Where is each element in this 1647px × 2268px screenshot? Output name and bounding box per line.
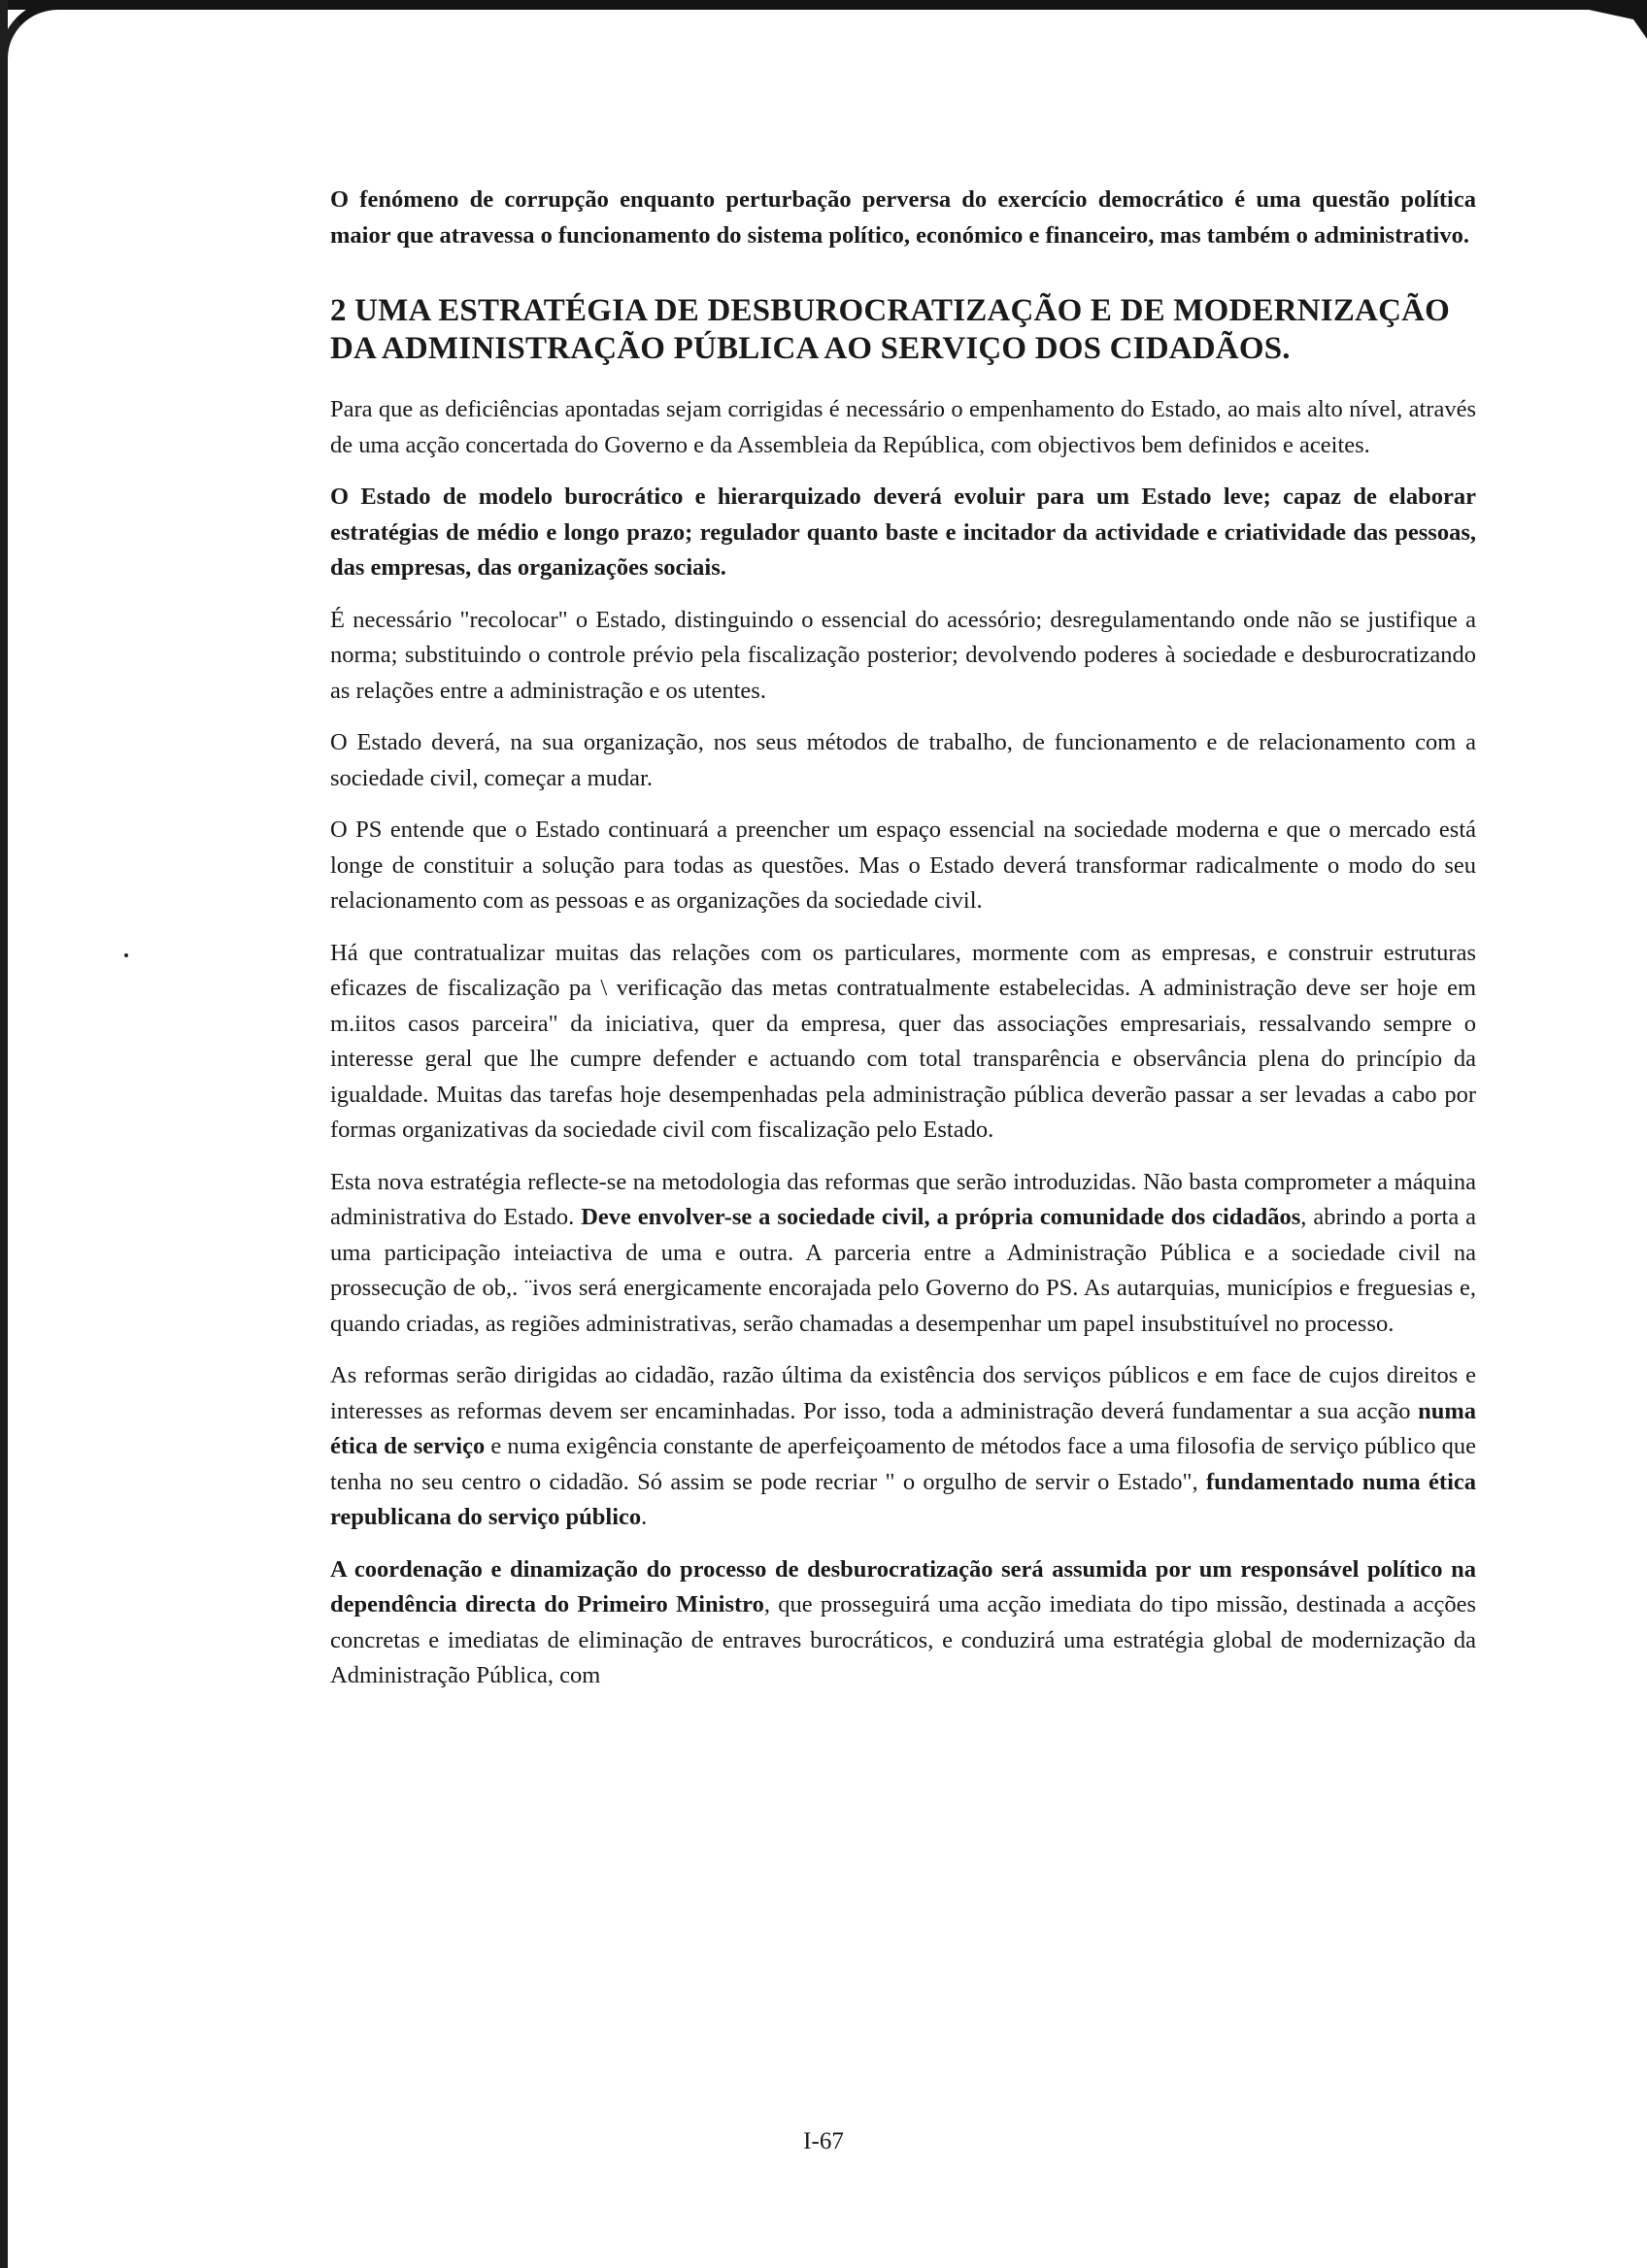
paragraph-2: O Estado de modelo burocrático e hierarquizado deverá evoluir para um Estado leve; capaz de elaborar estratégias de médio e longo prazo; regulador quanto baste e incitador da actividade e criatividade das pessoas, das empresas, das organizações sociais. xyxy=(330,484,1476,581)
paragraph-5: O PS entende que o Estado continuará a preencher um espaço essencial na sociedade moderna e que o mercado está longe de constituir a solução para todas as questões. Mas o Estado deverá transformar radicalmente o modo do seu relacionamento com as pessoas e as organizações da sociedade civil. xyxy=(330,817,1476,914)
paragraph-8-emphasis-2: fundamentado numa ética republicana do serviço público xyxy=(330,1468,1476,1530)
page-number: I-67 xyxy=(803,2128,844,2154)
paragraph-7 xyxy=(330,1165,1476,1343)
paragraph-7-text-end: , abrindo a porta a uma participação inteiactiva de uma e outra. A parceria entre a Administração Pública e a sociedade civil na prossecução de ob,. ¨ivos será energicamente encorajada pelo Governo do PS. As autarquias, municípios e freguesias e, quando criadas, as regiões administrativas, serão chamadas a desempenhar um papel insubstituível no processo. xyxy=(330,1204,1476,1337)
paragraph-8-text-end: . xyxy=(641,1504,648,1530)
paragraph-9-emphasis: A coordenação e dinamização do processo de desburocratização será assumida por um responsável político na dependência directa do Primeiro Ministro xyxy=(330,1555,1476,1618)
intro-paragraph: O fenómeno de corrupção enquanto perturbação perversa do exercício democrático é uma questão política maior que atravessa o funcionamento do sistema político, económico e financeiro, mas também o administrativo. xyxy=(330,186,1476,249)
paragraph-6: Há que contratualizar muitas das relações com os particulares, mormente com as empresas, e construir estruturas eficazes de fiscalização pa \ verificação das metas contratualmente estabelecidas. A administração deve ser hoje em m.iitos casos parceira" da iniciativa, quer da empresa, quer das associações empresariais, ressalvando sempre o interesse geral que lhe cumpre defender e actuando com total transparência e observância plena do princípio da igualdade. Muitas das tarefas hoje desempenhadas pela administração pública deverão passar a ser levadas a cabo por formas organizativas da sociedade civil com fiscalização pelo Estado. xyxy=(330,939,1476,1143)
paragraph-4: O Estado deverá, na sua organização, nos seus métodos de trabalho, de funcionamento e de relacionamento com a sociedade civil, começar a mudar. xyxy=(330,729,1476,791)
paragraph-1: Para que as deficiências apontadas sejam corrigidas é necessário o empenhamento do Estado, ao mais alto nível, através de uma acção concertada do Governo e da Assembleia da República, com objectivos bem definidos e aceites. xyxy=(330,396,1476,458)
scan-edge-left xyxy=(0,0,8,2268)
document-body xyxy=(330,183,1476,1694)
paragraph-8 xyxy=(330,1358,1476,1536)
paragraph-7-text: Esta nova estratégia reflecte-se na metodologia das reformas que serão introduzidas. Não basta comprometer a máquina administrativa do Estado. xyxy=(330,1168,1476,1230)
scan-edge-top xyxy=(0,0,1647,10)
paragraph-9-text: , que prosseguirá uma acção imediata do tipo missão, destinada a acções concretas e imediatas de eliminação de entraves burocráticos, e conduzirá uma estratégia global de modernização da Administração Pública, com xyxy=(330,1591,1476,1688)
section-heading: 2 UMA ESTRATÉGIA DE DESBUROCRATIZAÇÃO E DE MODERNIZAÇÃO DA ADMINISTRAÇÃO PÚBLICA AO SERVIÇO DOS CIDADÃOS. xyxy=(330,293,1451,366)
paragraph-9 xyxy=(330,1552,1476,1694)
paragraph-8-text-middle: e numa exigência constante de aperfeiçoamento de métodos face a uma filosofia de serviço público que tenha no seu centro o cidadão. Só assim se pode recriar " o orgulho de servir o Estado", xyxy=(330,1433,1476,1495)
scan-speck xyxy=(124,953,128,957)
paragraph-8-emphasis-1: numa ética de serviço xyxy=(330,1397,1476,1459)
scan-flap xyxy=(1569,0,1647,39)
paragraph-7-emphasis: Deve envolver-se a sociedade civil, a própria comunidade dos cidadãos xyxy=(581,1204,1301,1230)
paragraph-8-text: As reformas serão dirigidas ao cidadão, razão última da existência dos serviços públicos e em face de cujos direitos e interesses as reformas devem ser encaminhadas. Por isso, toda a administração deverá fundamentar a sua acção xyxy=(330,1362,1476,1424)
paragraph-3: É necessário "recolocar" o Estado, distinguindo o essencial do acessório; desregulamentando onde não se justifique a norma; substituindo o controle prévio pela fiscalização posterior; devolvendo poderes à sociedade e desburocratizando as relações entre a administração e os utentes. xyxy=(330,606,1476,704)
